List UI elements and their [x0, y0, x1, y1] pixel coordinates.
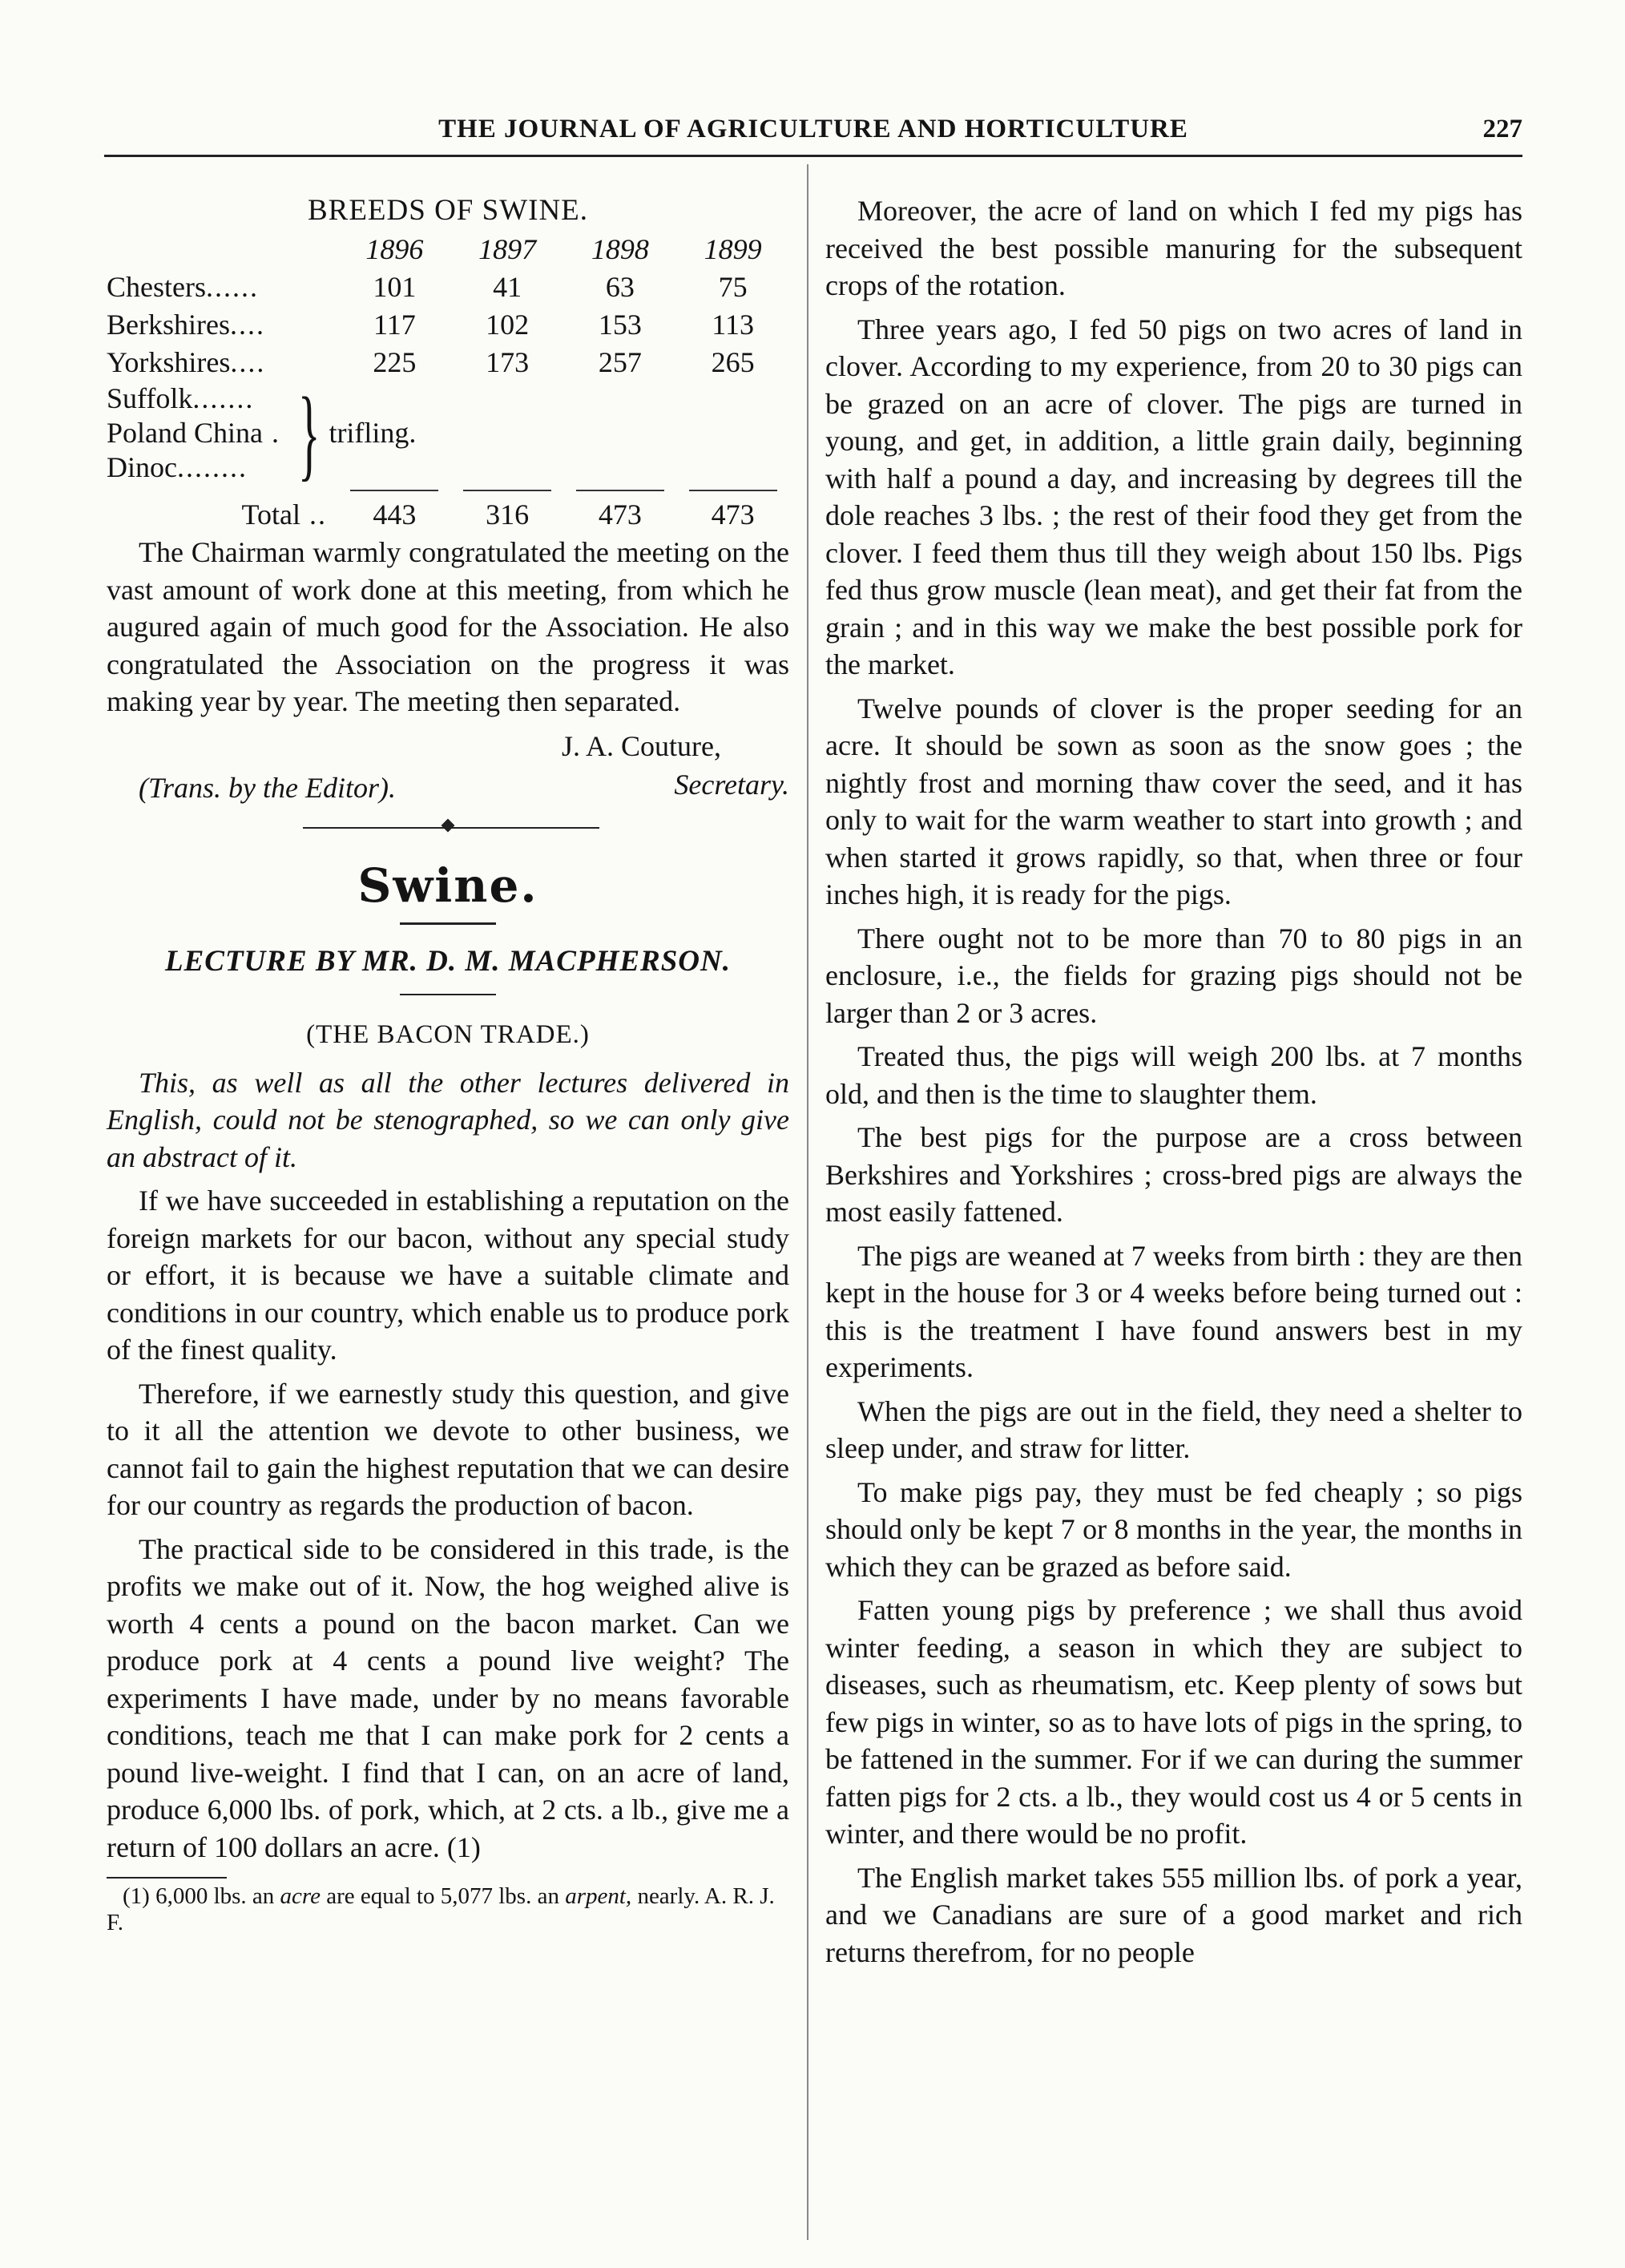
intro-paragraph: This, as well as all the other lectures delivered in English, could not be stenographed, so we can only give an abstract of it. — [107, 1066, 789, 1173]
page-number: 227 — [1482, 115, 1522, 143]
total-rule — [350, 490, 438, 491]
body-paragraph: To make pigs pay, they must be fed cheaply ; so pigs should only be kept 7 or 8 months in the year, the months in which they can be grazed as before said. — [825, 1475, 1522, 1583]
body-paragraph: When the pigs are out in the field, they need a shelter to sleep under, and straw for litter. — [825, 1394, 1522, 1464]
table-cell: 225 — [373, 346, 417, 379]
right-column — [825, 192, 1522, 1977]
journal-title: THE JOURNAL OF AGRICULTURE AND HORTICULTURE — [438, 115, 1188, 143]
table-cell: 63 — [605, 271, 635, 304]
ornament-divider — [107, 807, 789, 849]
body-paragraph: Three years ago, I fed 50 pigs on two acres of land in clover. According to my experience, from 20 to 30 pigs can be grazed on an acre of clover. The pigs are turned in young, and get, in addition, a little grain daily, beginning with half a pound a day, and increasing by degrees till the dole reaches 3 lbs. ; the rest of their food they get from the clover. I feed them thus till they weigh about 150 lbs. Pigs fed thus grow muscle (lean meat), and get their fat from the grain ; and in this way we make the best possible pork for the market. — [825, 313, 1522, 680]
section-title: Swine. — [357, 858, 538, 913]
table-cell: 113 — [712, 309, 754, 341]
table-row — [107, 268, 789, 306]
table-cell: 41 — [493, 271, 522, 304]
total-rule — [463, 490, 551, 491]
body-paragraph: Twelve pounds of clover is the proper seeding for an acre. It should be sown as soon as the snow goes ; the nightly frost and morning thaw cover the seed, and it has only to wait for the warm weather to start into growth ; and when started it grows rapidly, so that, when three or four inches high, it is ready for the pigs. — [825, 692, 1522, 910]
year-header: 1896 — [365, 233, 424, 266]
table-cell: 257 — [598, 346, 642, 379]
body-paragraph: If we have succeeded in establishing a reputation on the foreign markets for our bacon, without any special study or effort, it is because we have a suitable climate and conditions in our country, which enable us to produce pork of the finest quality. — [107, 1184, 789, 1366]
body-paragraph: Treated thus, the pigs will weigh 200 lbs. at 7 months old, and then is the time to slaughter them. — [825, 1040, 1522, 1110]
lecture-title: LECTURE BY MR. D. M. MACPHERSON. — [164, 944, 731, 978]
trifling-note: trifling. — [329, 417, 417, 450]
table-row — [107, 344, 789, 381]
subheading: (THE BACON TRADE.) — [306, 1019, 590, 1049]
total-cell: 473 — [711, 498, 755, 531]
total-row — [107, 496, 789, 534]
signature-title: Secretary. — [674, 768, 789, 801]
grouped-breeds-row — [107, 381, 789, 485]
year-header: 1898 — [591, 233, 649, 266]
body-paragraph: Moreover, the acre of land on which I fed my pigs has received the best possible manuring for the subsequent crops of the rotation. — [825, 195, 1522, 301]
body-paragraph: There ought not to be more than 70 to 80 pigs in an enclosure, i.e., the fields for grazing pigs should not be larger than 2 or 3 acres. — [825, 922, 1522, 1029]
breed-label: Berkshires — [107, 309, 230, 341]
leader-dots: .. — [300, 498, 327, 531]
body-paragraph: Fatten young pigs by preference ; we shall thus avoid winter feeding, a season in which they are subject to diseases, such as rheumatism, etc. Keep plenty of sows but few pigs in winter, so as to have lots of pigs in the spring, to be fattened in the summer. For if we can during the summer fatten pigs for 2 cts. a lb., they would cost us 4 or 5 cents in winter, and there would be no profit. — [825, 1594, 1522, 1850]
year-header: 1899 — [704, 233, 762, 266]
year-header: 1897 — [478, 233, 537, 266]
running-header — [104, 115, 1522, 157]
table-cell: 75 — [718, 271, 748, 304]
signature-name: J. A. Couture, — [561, 729, 721, 762]
table-cell: 102 — [486, 309, 530, 341]
translation-note: (Trans. by the Editor). — [139, 771, 396, 804]
leader-dots: ....... — [192, 382, 255, 414]
total-cell: 473 — [598, 498, 642, 531]
leader-dots: . — [263, 417, 280, 449]
total-rule — [689, 490, 777, 491]
footnote: (1) 6,000 lbs. an acre are equal to 5,077 lbs. an arpent, nearly. A. R. J. F. — [107, 1883, 775, 1935]
total-rule-row — [107, 485, 789, 496]
diamond-ornament — [442, 818, 455, 832]
breeds-table-title: BREEDS OF SWINE. — [307, 194, 589, 227]
curly-brace: } — [297, 376, 321, 490]
table-row — [107, 306, 789, 344]
short-rule — [400, 994, 496, 995]
table-header-row — [107, 231, 789, 268]
breed-label: Poland China — [107, 417, 263, 449]
table-cell: 173 — [486, 346, 530, 379]
total-label: Total — [241, 498, 300, 531]
breed-label: Dinoc — [107, 451, 177, 483]
table-cell: 265 — [711, 346, 755, 379]
leader-dots: ........ — [176, 451, 248, 483]
body-paragraph: The best pigs for the purpose are a cross between Berkshires and Yorkshires ; cross-bred pigs are always the most easily fattened. — [825, 1121, 1522, 1228]
leader-dots: .... — [230, 346, 266, 379]
table-cell: 101 — [373, 271, 417, 304]
body-paragraph: The English market takes 555 million lbs. of pork a year, and we Canadians are sure of a good market and rich returns therefrom, for no people — [825, 1861, 1522, 1968]
leader-dots: ...... — [205, 271, 259, 304]
body-paragraph: The pigs are weaned at 7 weeks from birth : they are then kept in the house for 3 or 4 weeks before being turned out : this is the treatment I have found answers best in my experiments. — [825, 1239, 1522, 1383]
footnote-rule — [107, 1877, 227, 1879]
breeds-table — [107, 231, 789, 534]
column-divider — [807, 164, 808, 2240]
breed-label: Chesters — [107, 271, 206, 304]
total-cell: 316 — [486, 498, 530, 531]
left-column — [107, 192, 789, 1936]
breed-label: Yorkshires — [107, 346, 231, 379]
total-rule — [576, 490, 664, 491]
total-cell: 443 — [373, 498, 417, 531]
body-paragraph: Therefore, if we earnestly study this question, and give to it all the attention we devote to other business, we cannot fail to gain the highest reputation that we can desire for our country as regards the production of bacon. — [107, 1377, 789, 1521]
short-rule — [400, 922, 496, 925]
table-cell: 117 — [373, 309, 416, 341]
body-paragraph: The practical side to be considered in this trade, is the profits we make out of it. Now, the hog weighed alive is worth 4 cents a pound on the bacon market. Can we produce pork at 4 cents a pound live weight? The experiments I have made, under by no means favorable conditions, teach me that I can make pork for 2 cents a pound live-weight. I find that I can, on an acre of land, produce 6,000 lbs. of pork, which, at 2 cts. a lb., give me a return of 100 dollars an acre. (1) — [107, 1532, 789, 1863]
table-cell: 153 — [598, 309, 642, 341]
meeting-close-paragraph: The Chairman warmly congratulated the meeting on the vast amount of work done at this meeting, from which he augured again of much good for the Association. He also congratulated the Association on the progress it was making year by year. The meeting then separated. — [107, 536, 789, 717]
breed-label: Suffolk — [107, 382, 193, 414]
leader-dots: .... — [229, 309, 265, 341]
